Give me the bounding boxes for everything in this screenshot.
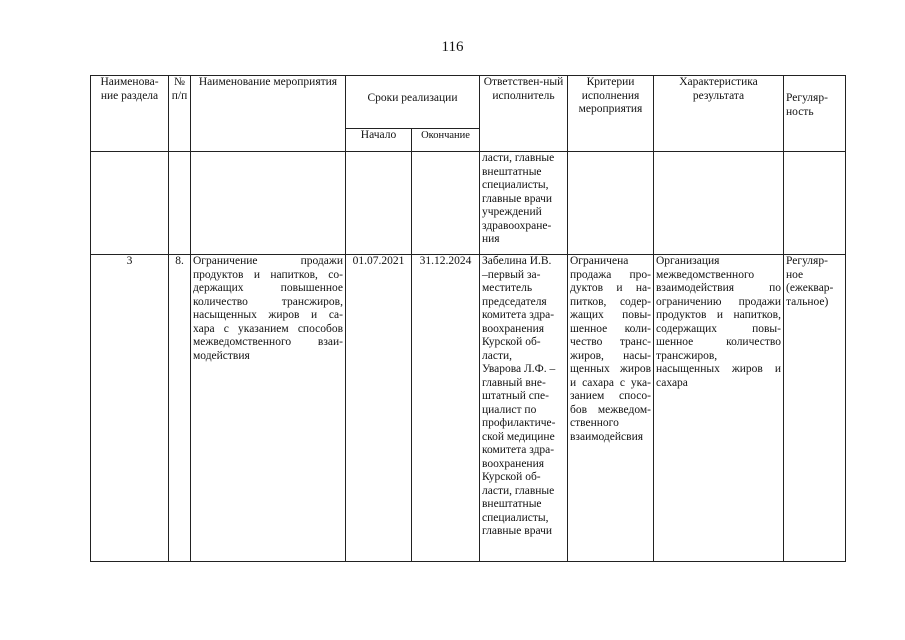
- criteria-line: щенных жиров: [570, 363, 651, 375]
- cell-regularity: [784, 255, 846, 562]
- header-end: Окончание: [412, 129, 480, 152]
- regularity-line: тальное): [786, 295, 829, 308]
- responsible-line: Курской об-: [482, 471, 541, 483]
- criteria-line: чество транс-: [570, 336, 651, 348]
- responsible-line: внештатные: [482, 498, 542, 510]
- responsible-line: председателя: [482, 295, 547, 308]
- responsible-line: комитета здра-: [482, 444, 555, 456]
- responsible-line: ния: [482, 233, 500, 245]
- cell-event: [191, 255, 346, 562]
- header-num: № п/п: [169, 76, 191, 152]
- regularity-line: (ежеквар-: [786, 282, 834, 294]
- cell-start: 01.07.2021: [346, 255, 412, 562]
- responsible-line: главные врачи: [482, 192, 553, 205]
- event-line: Ограничение продажи: [193, 255, 343, 267]
- cell-responsible: [480, 152, 568, 255]
- criteria-line: жиров, насы-: [570, 349, 651, 362]
- criteria-line: питков, содер-: [570, 295, 651, 308]
- result-line: Организация: [656, 255, 720, 267]
- responsible-line: ласти,: [482, 349, 513, 362]
- criteria-line: жащих повы-: [570, 309, 651, 321]
- header-responsible: Ответствен-ный исполнитель: [480, 76, 568, 152]
- cell-start: [346, 152, 412, 255]
- event-line: насыщенных жиров и са-: [193, 309, 343, 321]
- responsible-line: специалисты,: [482, 179, 549, 191]
- cell-section: 3: [91, 255, 169, 562]
- cell-num: [169, 152, 191, 255]
- table-row: [91, 255, 846, 562]
- responsible-line: Курской об-: [482, 336, 541, 348]
- criteria-line: взаимодейсвия: [570, 430, 644, 443]
- event-line: продуктов и напитков, со-: [193, 268, 343, 281]
- responsible-line: –первый за-: [482, 268, 541, 281]
- result-line: продуктов и напитков,: [656, 309, 781, 321]
- result-line: содержащих повы-: [656, 322, 781, 335]
- header-section: Наименова-ние раздела: [91, 76, 169, 152]
- page-number: 116: [441, 39, 464, 55]
- responsible-line: ской медицине: [482, 430, 555, 443]
- criteria-line: и сахара с ука-: [570, 376, 651, 389]
- header-terms: Сроки реализации: [346, 76, 480, 129]
- cell-num: 8.: [169, 255, 191, 562]
- criteria-line: дуктов и на-: [570, 282, 651, 294]
- responsible-line: главный вне-: [482, 376, 546, 389]
- responsible-line: воохранения: [482, 322, 545, 335]
- responsible-line: воохранения: [482, 457, 545, 470]
- responsible-line: Забелина И.В.: [482, 255, 552, 267]
- responsible-line: комитета здра-: [482, 309, 555, 321]
- responsible-line: циалист по: [482, 403, 537, 416]
- result-line: сахара: [656, 376, 688, 389]
- header-criteria: Критерии исполнения мероприятия: [568, 76, 654, 152]
- responsible-line: главные врачи: [482, 525, 553, 537]
- result-line: трансжиров,: [656, 349, 718, 362]
- result-line: ограничению продажи: [656, 295, 781, 308]
- header-row: [91, 76, 846, 129]
- cell-criteria: [568, 255, 654, 562]
- result-line: взаимодействия по: [656, 282, 781, 294]
- event-line: держащих повышенное: [193, 282, 343, 294]
- cell-responsible: [480, 255, 568, 562]
- activities-table: [90, 75, 846, 562]
- responsible-line: профилактиче-: [482, 417, 556, 429]
- result-line: межведомственного: [656, 268, 755, 281]
- cell-end: 31.12.2024: [412, 255, 480, 562]
- cell-criteria: [568, 152, 654, 255]
- cell-regularity: [784, 152, 846, 255]
- event-line: модействия: [193, 349, 250, 362]
- cell-end: [412, 152, 480, 255]
- criteria-line: бов межведом-: [570, 403, 651, 416]
- table-row: [91, 152, 846, 255]
- responsible-line: внештатные: [482, 165, 542, 178]
- responsible-line: здравоохране-: [482, 219, 552, 232]
- criteria-line: занием спосо-: [570, 390, 651, 402]
- event-line: межведомственного взаи-: [193, 336, 343, 348]
- responsible-line: Уварова Л.Ф. –: [482, 363, 556, 375]
- cell-section: [91, 152, 169, 255]
- criteria-line: продажа про-: [570, 268, 651, 281]
- event-line: количество трансжиров,: [193, 295, 343, 308]
- cell-result: [654, 255, 784, 562]
- responsible-line: ласти, главные: [482, 484, 555, 497]
- responsible-line: учреждений: [482, 206, 542, 218]
- event-line: хара с указанием способов: [193, 322, 343, 335]
- cell-result: [654, 152, 784, 255]
- responsible-line: специалисты,: [482, 511, 549, 524]
- regularity-line: ное: [786, 268, 804, 281]
- responsible-line: штатный спе-: [482, 390, 549, 402]
- responsible-line: ласти, главные: [482, 152, 555, 164]
- header-result: Характеристика результата: [654, 76, 784, 152]
- regularity-line: Регуляр-: [786, 255, 828, 267]
- cell-event: [191, 152, 346, 255]
- criteria-line: Ограничена: [570, 255, 629, 267]
- criteria-line: ственного: [570, 417, 619, 429]
- result-line: шенное количество: [656, 336, 781, 348]
- result-line: насыщенных жиров и: [656, 363, 781, 375]
- responsible-line: меститель: [482, 282, 533, 294]
- criteria-line: шенное коли-: [570, 322, 651, 335]
- header-regularity: Регуляр-ность: [784, 76, 846, 152]
- header-start: Начало: [346, 129, 412, 152]
- header-event: Наименование мероприятия: [191, 76, 346, 152]
